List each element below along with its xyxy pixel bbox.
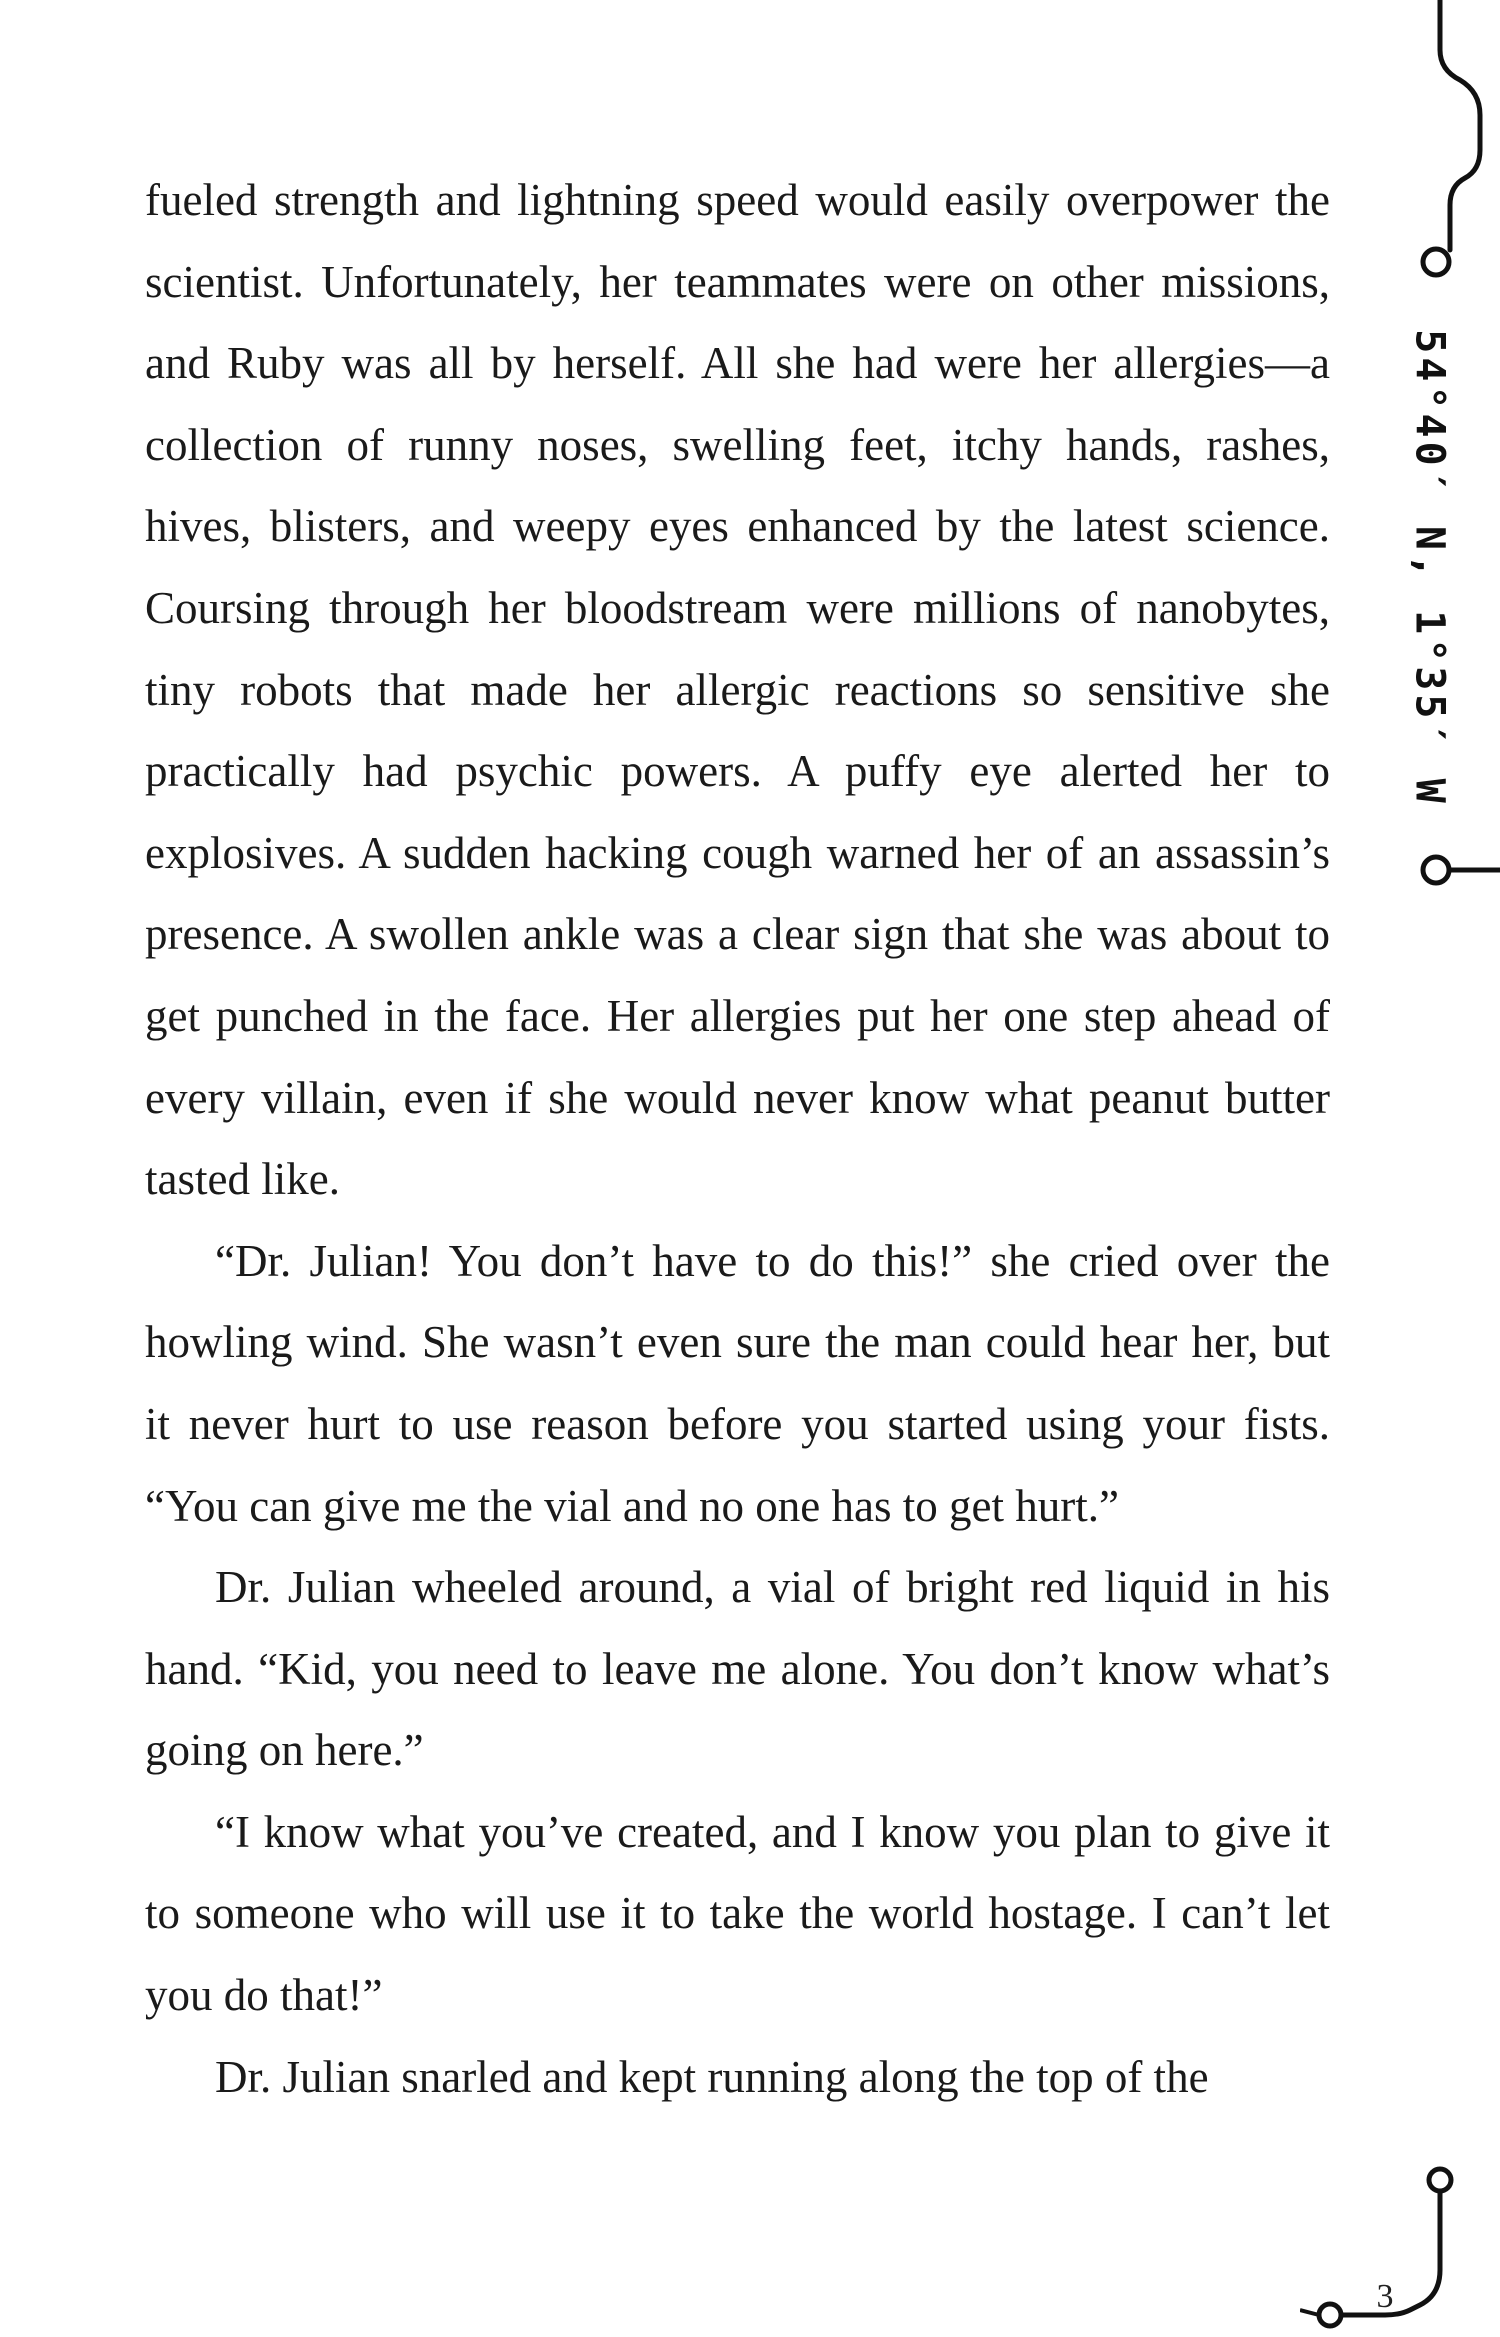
paragraph-1: fueled strength and lightning speed would easily overpower the scientist. Unfortunately, her teammates were on other missions, and Ruby was all by herself. All she had were her allergies—a collection of runny noses, swelling feet, itchy hands, rashes, hives, blisters, and weepy eyes enhanced by the latest science. Coursing through her bloodstream were millions of nanobytes, tiny robots that made her allergic reactions so sensitive she practically had psychic powers. A puffy eye alerted her to explosives. A sudden hacking cough warned her of an assassin’s presence. A swollen ankle was a clear sign that she was about to get punched in the face. Her allergies put her one step ahead of every villain, even if she would never know what peanut butter tasted like. bbox=[145, 175, 1330, 1205]
circuit-trace-top bbox=[1440, 0, 1480, 250]
paragraph-4: “I know what you’ve created, and I know you plan to give it to someone who will use it to take the world hostage. I can’t let you do that!” bbox=[145, 1806, 1330, 2021]
paragraph-2: “Dr. Julian! You don’t have to do this!” she cried over the howling wind. She wasn’t even sure the man could hear her, but it never hurt to use reason before you started using your fists. “You can give me the vial and no one has to get hurt.” bbox=[145, 1235, 1330, 1531]
body-text bbox=[145, 160, 1330, 2118]
coordinates-text: 54°40′ N, 1°35′ W bbox=[1407, 329, 1453, 807]
circuit-node-corner-left bbox=[1319, 2304, 1341, 2326]
paragraph-5: Dr. Julian snarled and kept running along the top of the bbox=[215, 2051, 1209, 2102]
page-number: 3 bbox=[1376, 2278, 1394, 2315]
circuit-node-corner-top bbox=[1429, 2169, 1451, 2191]
circuit-trace-corner-left bbox=[1300, 2310, 1319, 2315]
paragraph-3: Dr. Julian wheeled around, a vial of bright red liquid in his hand. “Kid, you need to leave me alone. You don’t know what’s going on here.” bbox=[145, 1562, 1330, 1776]
circuit-node-middle bbox=[1423, 857, 1449, 883]
circuit-node-top bbox=[1423, 249, 1449, 275]
coordinates-label bbox=[1398, 318, 1462, 818]
